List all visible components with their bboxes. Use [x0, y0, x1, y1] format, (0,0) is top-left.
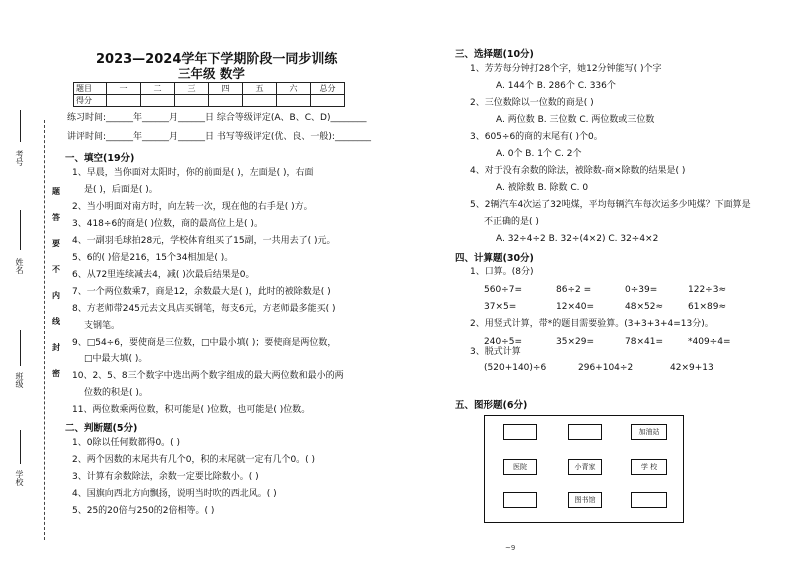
question-line: 11、两位数乘两位数，积可能是( )位数，也可能是( )位数。 — [72, 405, 311, 415]
sub-heading-mixed: 3、脱式计算 — [470, 347, 521, 357]
question-line: 3、605÷6的商的末尾有( )个0。 — [470, 132, 603, 142]
option-line: A. 0个 B. 1个 C. 2个 — [496, 149, 582, 159]
map-box-gas-station: 加油站 — [631, 424, 667, 440]
question-line: 1、0除以任何数都得0。( ) — [72, 438, 181, 448]
section-heading-true-false: 二、判断题(5分) — [65, 423, 138, 434]
seal-char: 题 — [52, 187, 60, 196]
score-cell: 三 — [175, 83, 209, 95]
seal-char: 答 — [52, 213, 60, 222]
map-figure-frame — [484, 415, 684, 523]
oral-item: 61×89≈ — [688, 302, 726, 312]
question-line: 3、计算有余数除法，余数一定要比除数小。( ) — [72, 472, 259, 482]
score-cell: 五 — [243, 83, 277, 95]
score-cell: 一 — [107, 83, 141, 95]
map-box-blank — [503, 492, 537, 508]
oral-item: 560÷7= — [484, 285, 522, 295]
section-heading-calculation: 四、计算题(30分) — [455, 253, 534, 264]
binding-blank-xuexiao — [20, 430, 21, 464]
oral-item: 37×5= — [484, 302, 517, 312]
score-cell: 六 — [277, 83, 311, 95]
section-heading-figure: 五、图形题(6分) — [455, 400, 528, 411]
map-box-library: 图书馆 — [568, 492, 602, 508]
score-table-score-row — [74, 95, 345, 107]
map-box-blank — [503, 424, 537, 440]
question-line: 4、一副羽毛球拍28元，学校体育组买了15副，一共用去了( )元。 — [72, 236, 336, 246]
score-cell-empty — [311, 95, 345, 107]
vertical-item: 35×29= — [556, 337, 594, 347]
vertical-item: 78×41= — [625, 337, 663, 347]
score-table-header-row — [74, 83, 345, 95]
oral-item: 48×52≈ — [625, 302, 663, 312]
score-cell: 题目 — [74, 83, 107, 95]
map-box-xiaoqing-home: 小青家 — [568, 459, 602, 475]
score-cell-empty — [243, 95, 277, 107]
page-title: 2023—2024学年下学期阶段一同步训练 — [96, 52, 338, 67]
question-line: 5、2辆汽车4次运了32吨煤，平均每辆汽车每次运多少吨煤？下面算是 — [470, 200, 751, 210]
sub-heading-vertical: 2、用竖式计算，带*的题目需要验算。(3+3+3+4=13分)。 — [470, 319, 714, 329]
score-cell: 总分 — [311, 83, 345, 95]
binding-label-xingming: 姓名 — [15, 258, 24, 274]
mixed-item: (520+140)÷6 — [484, 363, 547, 373]
oral-item: 12×40= — [556, 302, 594, 312]
binding-blank-xingming — [20, 210, 21, 250]
option-line: A. 被除数 B. 除数 C. 0 — [496, 183, 589, 193]
map-box-blank — [631, 492, 667, 508]
binding-blank-kaohao — [20, 110, 21, 142]
seal-char: 不 — [52, 265, 60, 274]
binding-blank-banji — [20, 330, 21, 366]
question-line: 1、早晨，当你面对太阳时，你的前面是( )，左面是( )，右面 — [72, 168, 314, 178]
question-line: 3、418÷6的商是( )位数，商的最高位上是( )。 — [72, 219, 263, 229]
question-line: 5、6的( )倍是216，15个34相加是( )。 — [72, 253, 234, 263]
page-subtitle: 三年级 数学 — [178, 66, 245, 81]
binding-label-banji: 班级 — [15, 372, 24, 388]
page-number: ~9 — [505, 544, 516, 552]
question-line: 6、从72里连续减去4，减( )次最后结果是0。 — [72, 270, 255, 280]
section-heading-choice: 三、选择题(10分) — [455, 49, 534, 60]
mixed-item: 42×9+13 — [670, 363, 714, 373]
oral-item: 86÷2 = — [556, 285, 592, 295]
score-cell-empty — [141, 95, 175, 107]
oral-item: 0÷39= — [625, 285, 658, 295]
score-cell-empty — [107, 95, 141, 107]
score-cell-empty — [175, 95, 209, 107]
vertical-item: *409÷4= — [688, 337, 731, 347]
question-line: 9、□54÷6，要使商是三位数，□中最小填( )；要使商是两位数， — [72, 338, 337, 348]
score-cell-empty — [209, 95, 243, 107]
question-line: 2、当小明面对南方时，向左转一次，现在他的右手是( )方。 — [72, 202, 313, 212]
section-heading-fill-blank: 一、填空(19分) — [65, 153, 135, 164]
score-cell-empty — [277, 95, 311, 107]
map-box-blank — [568, 424, 602, 440]
oral-item: 122÷3≈ — [688, 285, 726, 295]
binding-label-xuexiao: 学校 — [15, 470, 24, 486]
info-line-review-time: 讲评时间:______年______月______日 书写等级评定(优、良、一般):________ — [67, 132, 371, 142]
question-line: □中最大填( )。 — [84, 354, 148, 364]
map-box-hospital: 医院 — [503, 459, 537, 475]
score-cell: 得分 — [74, 95, 107, 107]
sub-heading-oral: 1、口算。(8分) — [470, 267, 534, 277]
score-cell: 四 — [209, 83, 243, 95]
binding-label-kaohao: 考号 — [15, 150, 24, 166]
score-cell: 二 — [141, 83, 175, 95]
question-line: 10、2、5、8三个数字中选出两个数字组成的最大两位数和最小的两 — [72, 371, 344, 381]
question-line: 7、一个两位数乘7，商是12，余数最大是( )，此时的被除数是( ) — [72, 287, 331, 297]
seal-char: 线 — [52, 317, 60, 326]
question-line: 支钢笔。 — [84, 321, 121, 331]
question-line: 1、芳芳每分钟打28个字，她12分钟能写( )个字 — [470, 64, 662, 74]
question-line: 4、对于没有余数的除法，被除数-商×除数的结果是( ) — [470, 166, 686, 176]
question-line: 8、方老师带245元去文具店买钢笔，每支6元，方老师最多能买( ) — [72, 304, 336, 314]
vertical-item: 240÷5= — [484, 337, 522, 347]
option-line: A. 144个 B. 286个 C. 336个 — [496, 81, 616, 91]
seal-char: 要 — [52, 239, 60, 248]
question-line: 位数的积是( )。 — [84, 388, 148, 398]
option-line: A. 两位数 B. 三位数 C. 两位数或三位数 — [496, 115, 655, 125]
question-line: 不正确的是( ) — [484, 217, 539, 227]
seal-char: 封 — [52, 343, 60, 352]
question-line: 是( )，后面是( )。 — [84, 185, 158, 195]
seal-char: 内 — [52, 291, 60, 300]
question-line: 2、两个因数的末尾共有几个0，积的末尾就一定有几个0。( ) — [72, 455, 316, 465]
info-line-practice-time: 练习时间:______年______月______日 综合等级评定(A、B、C、D)________ — [67, 113, 367, 123]
option-line: A. 32÷4÷2 B. 32÷(4×2) C. 32÷4×2 — [496, 234, 659, 244]
binding-dashed-line — [44, 120, 45, 540]
seal-char: 密 — [52, 369, 60, 378]
question-line: 2、三位数除以一位数的商是( ) — [470, 98, 594, 108]
map-box-school: 学 校 — [631, 459, 667, 475]
question-line: 5、25的20倍与250的2倍相等。( ) — [72, 506, 215, 516]
score-table — [73, 82, 345, 107]
question-line: 4、国旗向西北方向飘扬，说明当时吹的西北风。( ) — [72, 489, 277, 499]
mixed-item: 296+104÷2 — [578, 363, 634, 373]
